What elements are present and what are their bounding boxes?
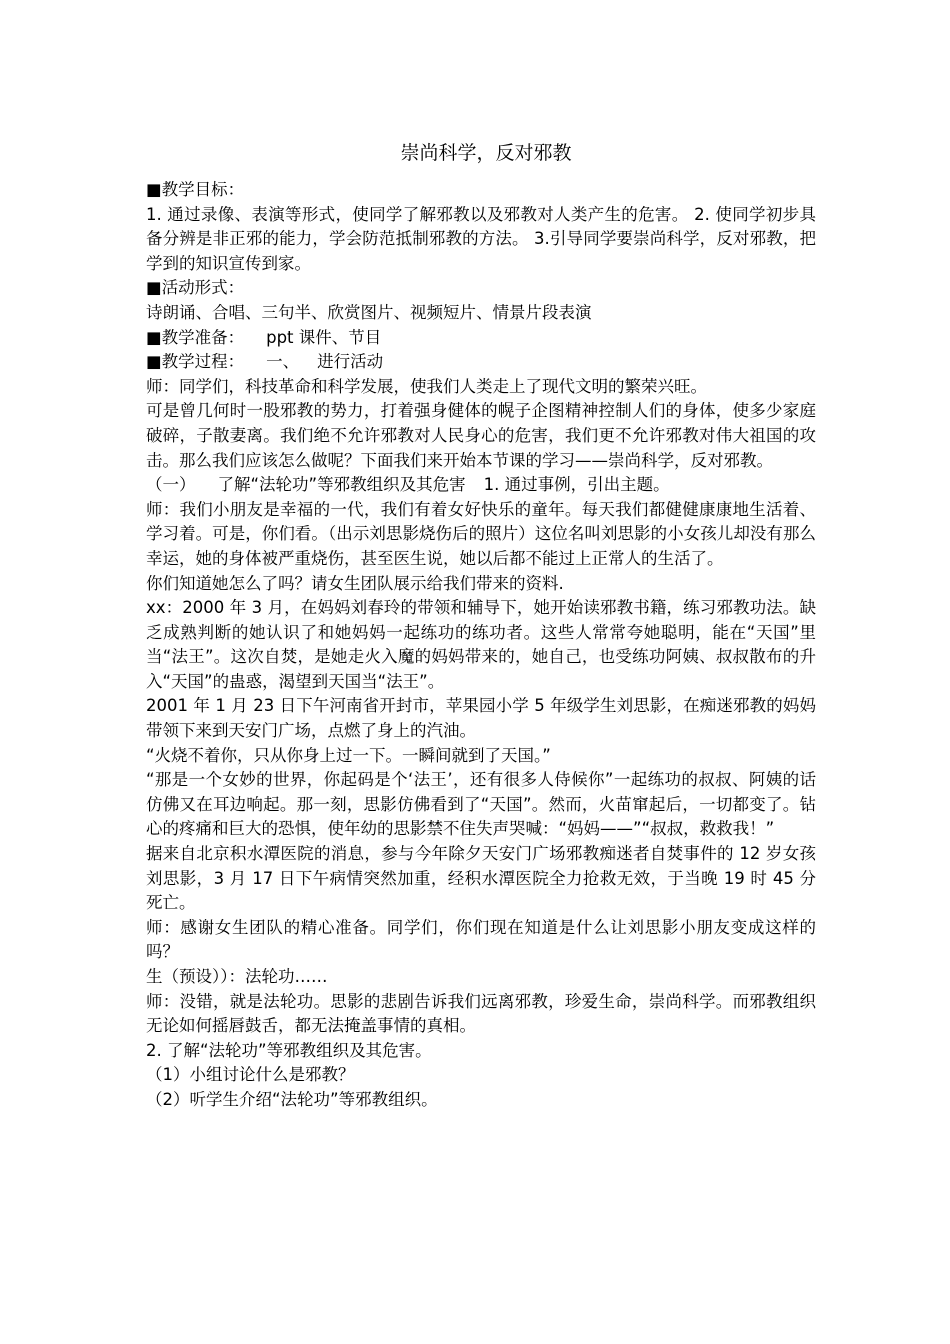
prep-text: ppt 课件、节目 (266, 327, 382, 347)
step2-heading: 2. 了解“法轮功”等邪教组织及其危害。 (146, 1040, 432, 1060)
teacher-intro-2: 可是曾几何时一股邪教的势力，打着强身健体的幌子企图精神控制人们的身体，使多少家庭破碎，子散妻离。我们绝不允许邪教对人民身心的危害，我们更不允许邪教对伟大祖国的攻击。那么我们应该怎么做呢？下面我们来开始本节课的学习——崇尚科学，反对邪教。 (146, 401, 816, 470)
process-line (146, 350, 816, 375)
step2-item-2: （2）听学生介绍“法轮功”等邪教组织。 (146, 1089, 438, 1109)
prep-heading: ■教学准备： (146, 327, 245, 347)
teacher-story: 师：我们小朋友是幸福的一代，我们有着女好快乐的童年。每天我们都健健康康地生活着、学习着。可是，你们看。（出示刘思影烧伤后的照片）这位名叫刘思影的小女孩儿却没有那么幸运，她的身体被严重烧伤，甚至医生说，她以后都不能过上正常人的生活了。 (146, 499, 816, 568)
process-text: 进行活动 (317, 352, 384, 372)
goals-text: 1. 通过录像、表演等形式，使同学了解邪教以及邪教对人类产生的危害。 2. 使同学初步具备分辨是非正邪的能力，学会防范抵制邪教的方法。 3.引导同学要崇尚科学，反对邪教，把学到的知识宣传到家。 (146, 204, 816, 273)
teacher-conclusion: 师：没错，就是法轮功。思影的悲剧告诉我们远离邪教，珍爱生命，崇尚科学。而邪教组织无论如何摇唇鼓舌，都无法掩盖事情的真相。 (146, 991, 816, 1036)
part1-label: （一） (146, 475, 196, 495)
event-2001: 2001 年 1 月 23 日下午河南省开封市，苹果园小学 5 年级学生刘思影，在痴迷邪教的妈妈带领下来到天安门广场，点燃了身上的汽油。 (146, 696, 816, 741)
xx-report: xx：2000 年 3 月，在妈妈刘春玲的带领和辅导下，她开始读邪教书籍，练习邪教功法。缺乏成熟判断的她认识了和她妈妈一起练功的练功者。这些人常常夸她聪明，能在“天国”里当“法王”。这次自焚，是她走火入魔的妈妈带来的，她自己，也受练功阿姨、叔叔散布的升入“天国”的蛊惑，渴望到天国当“法王”。 (146, 598, 816, 691)
part1-step: 1. 通过事例，引出主题。 (483, 475, 670, 495)
step2-item-1: （1）小组讨论什么是邪教？ (146, 1065, 355, 1085)
teacher-thanks: 师：感谢女生团队的精心准备。同学们，你们现在知道是什么让刘思影小朋友变成这样的吗？ (146, 917, 816, 962)
part1-line (146, 473, 816, 498)
document-title: 崇尚科学，反对邪教 (400, 142, 572, 164)
hospital-news: 据来自北京积水潭医院的消息，参与今年除夕天安门广场邪教痴迷者自焚事件的 12 岁女孩刘思影，3 月 17 日下午病情突然加重，经积水潭医院全力抢救无效，于当晚 19 时 45 分死亡。 (146, 844, 816, 913)
activity-text: 诗朗诵、合唱、三句半、欣赏图片、视频短片、情景片段表演 (146, 302, 592, 322)
activity-heading: ■活动形式： (146, 278, 245, 298)
part1-title: 了解“法轮功”等邪教组织及其危害 (217, 475, 466, 495)
teacher-intro-1: 师：同学们，科技革命和科学发展，使我们人类走上了现代文明的繁荣兴旺。 (146, 376, 707, 396)
student-answer: 生（预设））：法轮功…… (146, 967, 328, 986)
teacher-question: 你们知道她怎么了吗？请女生团队展示给我们带来的资料. (146, 573, 564, 593)
goals-heading: ■教学目标： (146, 180, 245, 199)
prep-line (146, 326, 816, 351)
process-step: 一、 (266, 352, 300, 372)
quote-fire: “火烧不着你，只从你身上过一下。一瞬间就到了天国。” (146, 745, 551, 765)
document-page (146, 138, 816, 1113)
process-heading: ■教学过程： (146, 352, 245, 372)
quote-world: “那是一个女妙的世界，你起码是个‘法王’，还有很多人侍候你”一起练功的叔叔、阿姨的话仿佛又在耳边响起。那一刻，思影仿佛看到了“天国”。然而，火苗窜起后，一切都变了。钻心的疼痛和巨大的恐惧，使年幼的思影禁不住失声哭喊：“妈妈——”“叔叔，救救我！” (146, 770, 816, 839)
